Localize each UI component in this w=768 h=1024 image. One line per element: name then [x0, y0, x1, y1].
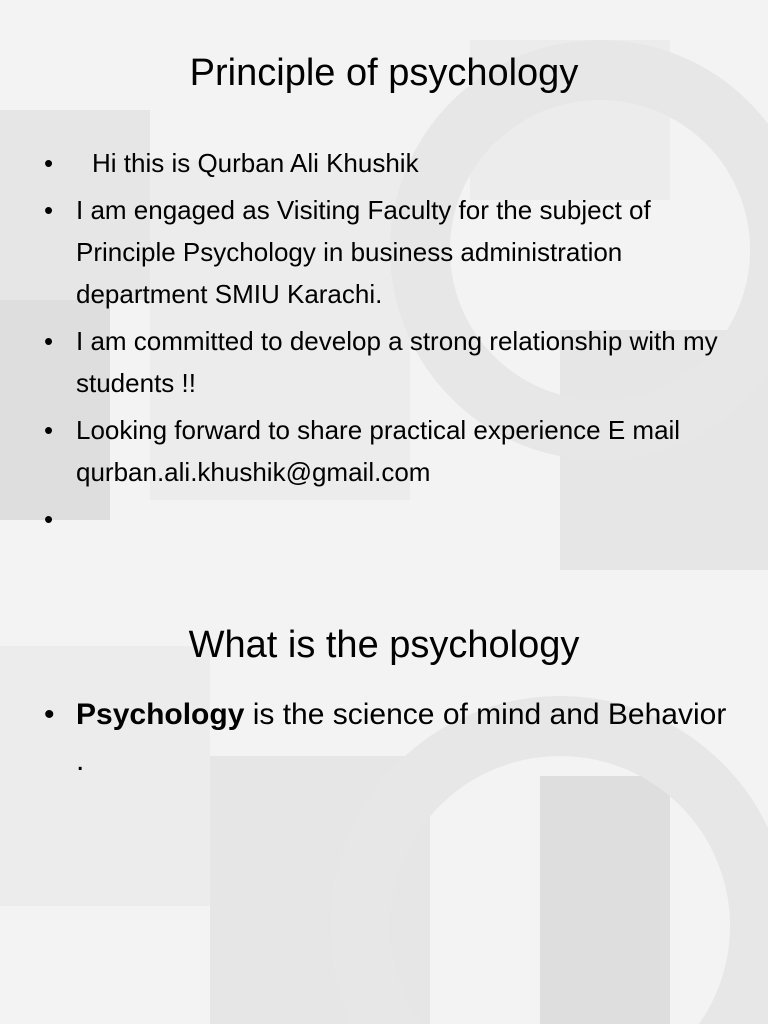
bullet-dot: • — [44, 504, 54, 534]
bullet-item-empty — [44, 498, 738, 540]
slide-title: Principle of psychology — [189, 52, 579, 94]
bullet-list — [44, 692, 738, 784]
bullet-text: Hi this is Qurban Ali Khushik — [92, 148, 419, 178]
bullet-text: I am engaged as Visiting Faculty for the subject of Principle Psychology in business administration department SMIU Karachi. — [76, 195, 651, 309]
slide-title: What is the psychology — [188, 624, 580, 666]
bullet-item — [44, 189, 738, 315]
bold-term: Psychology — [76, 698, 245, 731]
bullet-item — [44, 692, 738, 784]
bullet-dot: • — [44, 698, 55, 731]
bullet-text: is the science of mind and Behavior . — [76, 698, 727, 777]
bullet-dot: • — [44, 326, 54, 356]
bullet-item — [44, 409, 738, 493]
bullet-dot: • — [44, 415, 54, 445]
bullet-text: Looking forward to share practical experience E mail qurban.ali.khushik@gmail.com — [76, 415, 681, 487]
bullet-dot: • — [44, 195, 54, 225]
bullet-item — [44, 142, 738, 184]
bullet-item — [44, 320, 738, 404]
slide-what-is-psychology — [0, 576, 768, 1024]
bullet-dot: • — [44, 148, 54, 178]
bullet-list — [44, 142, 738, 545]
bullet-text — [76, 504, 83, 534]
bullet-text: I am committed to develop a strong relationship with my students !! — [76, 326, 718, 398]
